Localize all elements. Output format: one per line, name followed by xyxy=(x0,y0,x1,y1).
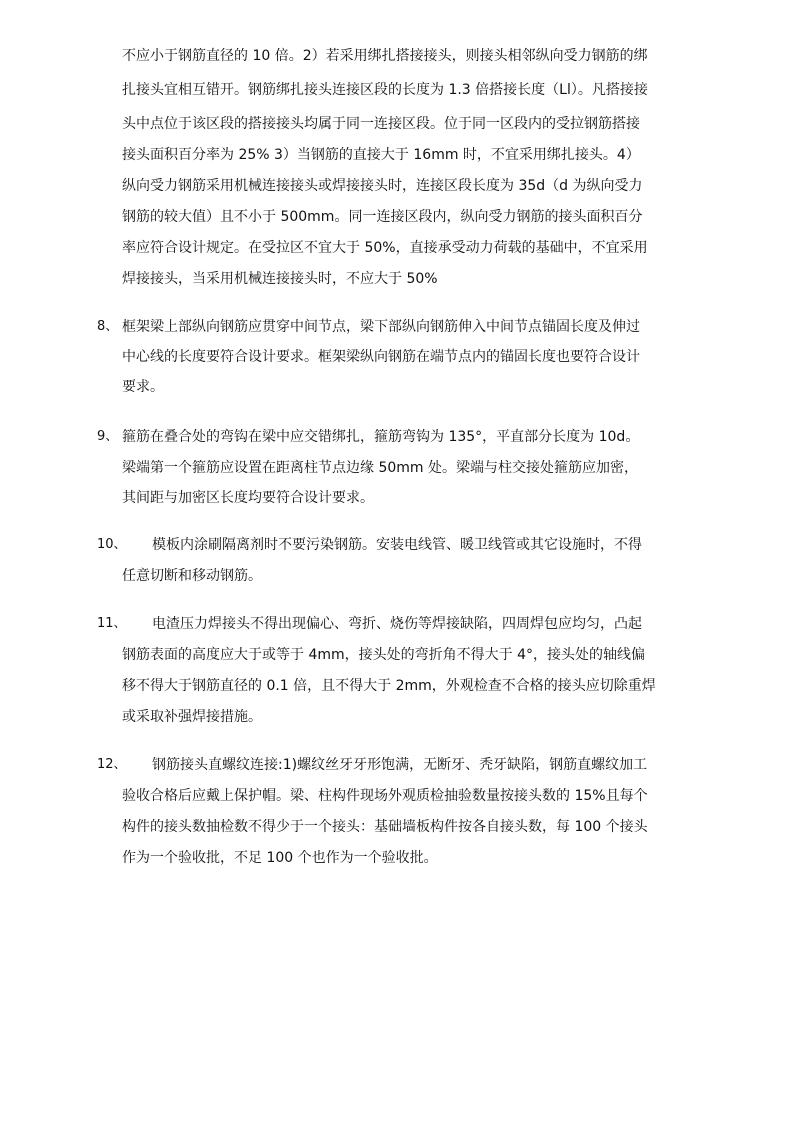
text-line: 电渣压力焊接头不得出现偏心、弯折、烧伤等焊接缺陷，四周焊包应均匀，凸起 xyxy=(152,616,642,632)
text-line: 接头面积百分率为 25% 3）当钢筋的直接大于 16mm 时，不宜采用绑扎接头。4） xyxy=(122,147,640,163)
text-line: 头中点位于该区段的搭接接头均属于同一连接区段。位于同一区段内的受拉钢筋搭接 xyxy=(122,116,640,132)
item-number: 9、 xyxy=(97,429,119,444)
text-line: 验收合格后应戴上保护帽。梁、柱构件现场外观质检抽验数量按接头数的 15%且每个 xyxy=(122,788,648,804)
item-number: 8、 xyxy=(97,319,119,334)
item-number: 11、 xyxy=(97,616,127,631)
text-line: 构件的接头数抽检数不得少于一个接头：基础墙板构件按各自接头数，每 100 个接头 xyxy=(122,819,648,835)
text-line: 钢筋的较大值）且不小于 500mm。同一连接区段内，纵向受力钢筋的接头面积百分 xyxy=(122,209,643,225)
text-line: 任意切断和移动钢筋。 xyxy=(122,568,262,584)
text-line: 纵向受力钢筋采用机械连接接头或焊接接头时，连接区段长度为 35d（d 为纵向受力 xyxy=(122,178,643,194)
text-line: 梁端第一个箍筋应设置在距离柱节点边缘 50mm 处。梁端与柱交接处箍筋应加密， xyxy=(122,460,638,476)
text-line: 钢筋接头直螺纹连接:1)螺纹丝牙牙形饱满，无断牙、秃牙缺陷，钢筋直螺纹加工 xyxy=(152,757,648,773)
text-line: 率应符合设计规定。在受拉区不宜大于 50%，直接承受动力荷载的基础中，不宜采用 xyxy=(122,240,648,256)
text-line: 不应小于钢筋直径的 10 倍。2）若采用绑扎搭接接头，则接头相邻纵向受力钢筋的绑 xyxy=(122,48,648,64)
text-line: 扎接头宜相互错开。钢筋绑扎接头连接区段的长度为 1.3 倍搭接长度（Ll）。凡搭接接 xyxy=(122,82,648,98)
text-line: 焊接接头，当采用机械连接接头时，不应大于 50% xyxy=(122,271,438,287)
text-line: 箍筋在叠合处的弯钩在梁中应交错绑扎，箍筋弯钩为 135°，平直部分长度为 10d。 xyxy=(122,429,640,445)
text-line: 钢筋表面的高度应大于或等于 4mm，接头处的弯折角不得大于 4°，接头处的轴线偏 xyxy=(122,647,645,663)
text-line: 移不得大于钢筋直径的 0.1 倍，且不得大于 2mm，外观检查不合格的接头应切除重焊 xyxy=(122,678,656,694)
text-line: 要求。 xyxy=(122,379,164,395)
text-line: 作为一个验收批，不足 100 个也作为一个验收批。 xyxy=(122,850,438,866)
item-number: 10、 xyxy=(97,537,127,552)
text-line: 或采取补强焊接措施。 xyxy=(122,709,262,725)
text-line: 其间距与加密区长度均要符合设计要求。 xyxy=(122,490,374,506)
text-line: 中心线的长度要符合设计要求。框架梁纵向钢筋在端节点内的锚固长度也要符合设计 xyxy=(122,349,640,365)
text-line: 框架梁上部纵向钢筋应贯穿中间节点，梁下部纵向钢筋伸入中间节点锚固长度及伸过 xyxy=(122,319,640,335)
text-line: 模板内涂刷隔离剂时不要污染钢筋。安装电线管、暖卫线管或其它设施时，不得 xyxy=(152,537,642,553)
item-number: 12、 xyxy=(97,757,127,772)
